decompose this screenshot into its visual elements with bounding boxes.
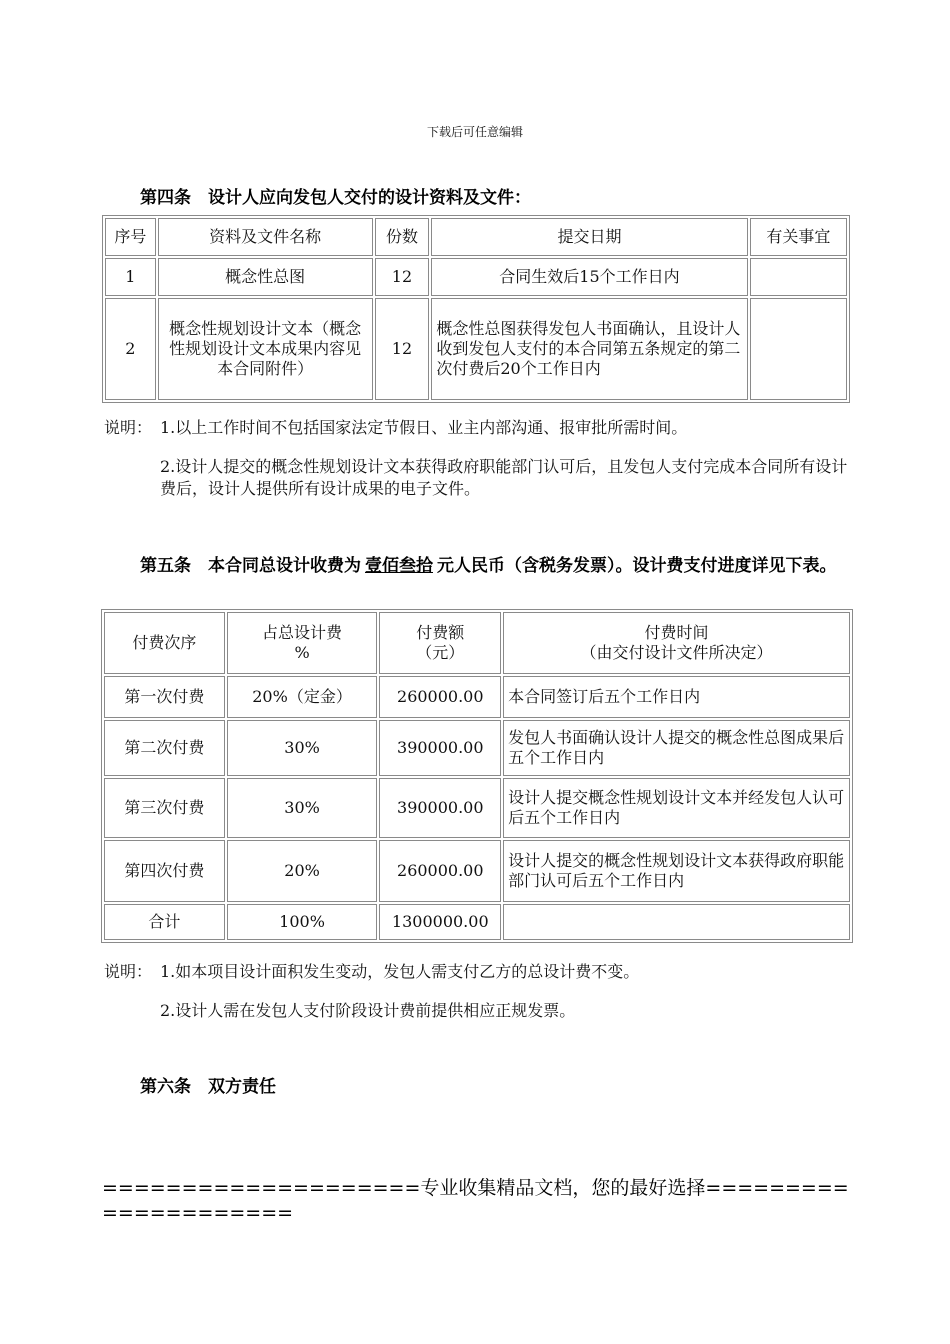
row-amount: 390000.00 bbox=[379, 720, 501, 776]
table-row bbox=[104, 676, 850, 718]
row-order: 第四次付费 bbox=[104, 840, 225, 902]
row-amount: 390000.00 bbox=[379, 778, 501, 838]
row-amount: 260000.00 bbox=[379, 840, 501, 902]
row-order: 第二次付费 bbox=[104, 720, 225, 776]
row-pct: 30% bbox=[227, 778, 378, 838]
article4-heading: 第四条 设计人应向发包人交付的设计资料及文件： bbox=[140, 188, 531, 208]
row-order: 第一次付费 bbox=[104, 676, 225, 718]
row-order: 第三次付费 bbox=[104, 778, 225, 838]
payment-schedule-table bbox=[101, 609, 853, 943]
table-row bbox=[105, 298, 847, 400]
article6-heading: 第六条 双方责任 bbox=[140, 1077, 276, 1097]
article5-heading bbox=[102, 554, 852, 578]
article5-note-label: 说明： bbox=[104, 962, 153, 981]
col-header-order: 付费次序 bbox=[104, 612, 225, 674]
row-time: 设计人提交的概念性规划设计文本获得政府职能部门认可后五个工作日内 bbox=[503, 840, 850, 902]
row-pct: 30% bbox=[227, 720, 378, 776]
row-pct: 20%（定金） bbox=[227, 676, 378, 718]
table-row bbox=[104, 720, 850, 776]
article5-note-2: 2.设计人需在发包人支付阶段设计费前提供相应正规发票。 bbox=[160, 1001, 576, 1020]
table-row bbox=[105, 258, 847, 296]
row-pct: 20% bbox=[227, 840, 378, 902]
row-no: 1 bbox=[105, 258, 156, 296]
total-fee-amount: 壹佰叁拾 bbox=[365, 556, 433, 576]
row-name: 概念性规划设计文本（概念性规划设计文本成果内容见本合同附件） bbox=[158, 298, 373, 400]
footer-banner: ====================专业收集精品文档，您的最好选择===================== bbox=[102, 1177, 849, 1224]
col-header-no: 序号 bbox=[105, 218, 156, 256]
row-remark bbox=[750, 258, 847, 296]
table-header-row bbox=[105, 218, 847, 256]
total-amount: 1300000.00 bbox=[379, 904, 501, 940]
row-amount: 260000.00 bbox=[379, 676, 501, 718]
col-header-pct: 占总设计费 % bbox=[227, 612, 378, 674]
deliverables-table bbox=[102, 215, 850, 403]
row-name: 概念性总图 bbox=[158, 258, 373, 296]
header-note: 下载后可任意编辑 bbox=[426, 125, 523, 139]
article4-note-label: 说明： bbox=[104, 418, 153, 437]
article5-heading-part1: 第五条 本合同总设计收费为 bbox=[140, 556, 361, 576]
row-remark bbox=[750, 298, 847, 400]
col-header-remark: 有关事宜 bbox=[750, 218, 847, 256]
article5-note-1: 1.如本项目设计面积发生变动，发包人需支付乙方的总设计费不变。 bbox=[160, 962, 640, 981]
table-row bbox=[104, 778, 850, 838]
total-label: 合计 bbox=[104, 904, 225, 940]
total-pct: 100% bbox=[227, 904, 378, 940]
total-time bbox=[503, 904, 850, 940]
row-time: 发包人书面确认设计人提交的概念性总图成果后五个工作日内 bbox=[503, 720, 850, 776]
row-copies: 12 bbox=[375, 298, 430, 400]
row-no: 2 bbox=[105, 298, 156, 400]
col-header-amount: 付费额 （元） bbox=[379, 612, 501, 674]
table-total-row bbox=[104, 904, 850, 940]
row-date: 合同生效后15个工作日内 bbox=[431, 258, 747, 296]
table-header-row bbox=[104, 612, 850, 674]
article4-note-2: 2.设计人提交的概念性规划设计文本获得政府职能部门认可后，且发包人支付完成本合同所有设计费后，设计人提供所有设计成果的电子文件。 bbox=[160, 457, 848, 498]
row-time: 本合同签订后五个工作日内 bbox=[503, 676, 850, 718]
col-header-name: 资料及文件名称 bbox=[158, 218, 373, 256]
row-date: 概念性总图获得发包人书面确认，且设计人收到发包人支付的本合同第五条规定的第二次付费后20个工作日内 bbox=[431, 298, 747, 400]
col-header-date: 提交日期 bbox=[431, 218, 747, 256]
row-time: 设计人提交概念性规划设计文本并经发包人认可后五个工作日内 bbox=[503, 778, 850, 838]
col-header-time: 付费时间 （由交付设计文件所决定） bbox=[503, 612, 850, 674]
article5-heading-part2: 元人民币（含税务发票）。设计费支付进度详见下表。 bbox=[437, 556, 837, 576]
article4-note-1: 1.以上工作时间不包括国家法定节假日、业主内部沟通、报审批所需时间。 bbox=[160, 418, 688, 437]
row-copies: 12 bbox=[375, 258, 430, 296]
col-header-copies: 份数 bbox=[375, 218, 430, 256]
table-row bbox=[104, 840, 850, 902]
